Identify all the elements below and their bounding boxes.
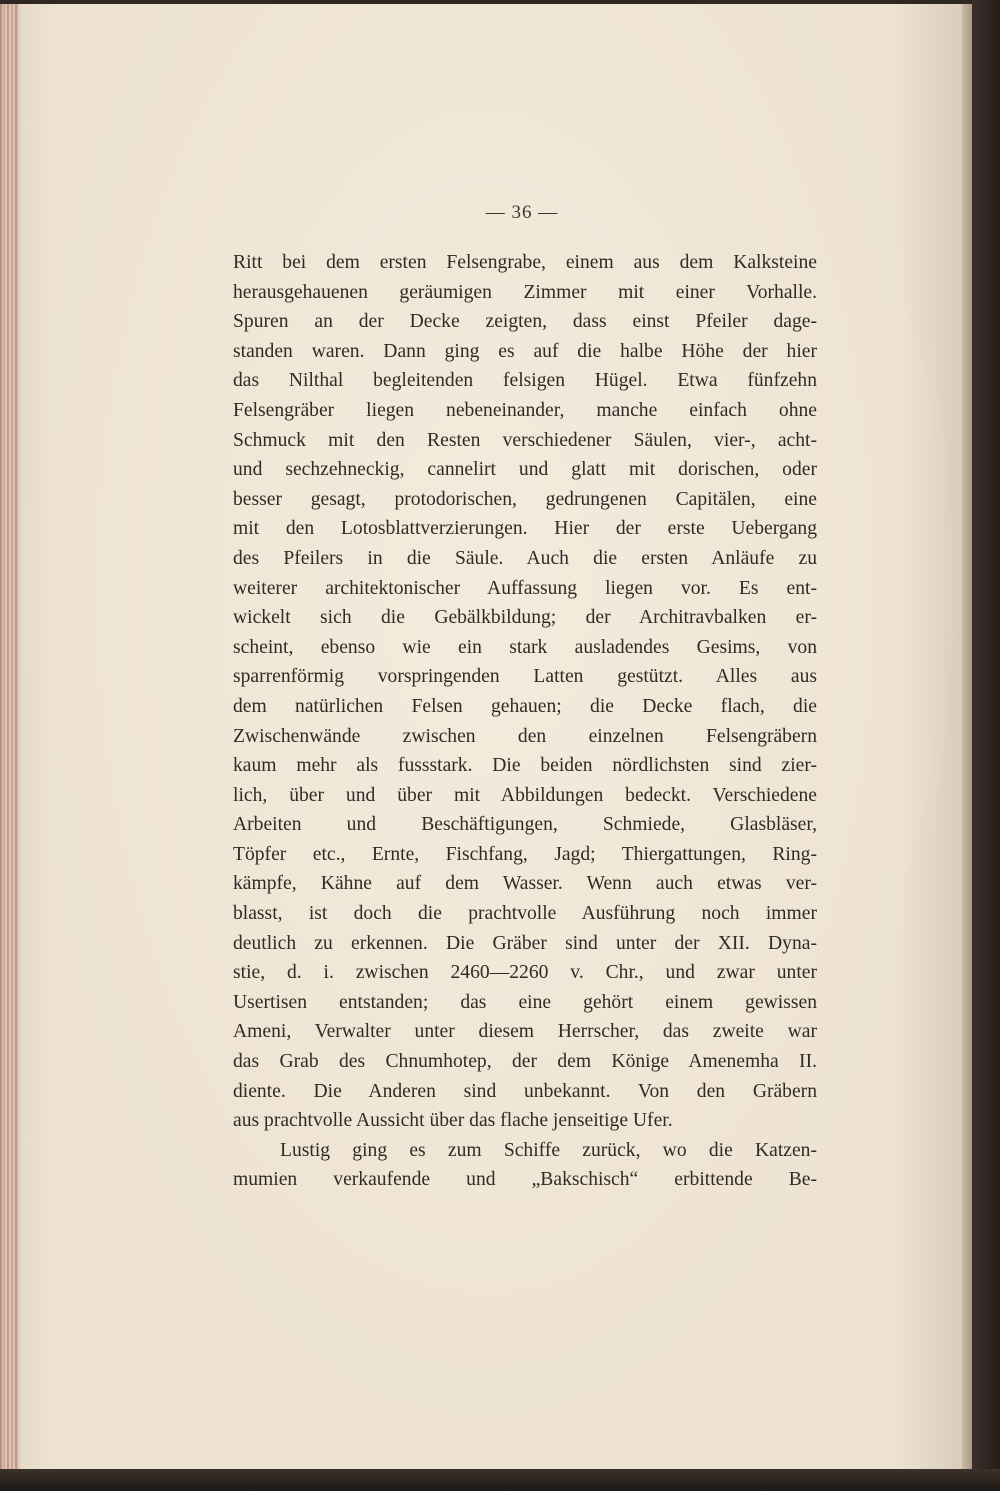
page-number: — 36 — [485,202,559,223]
text-line: sparrenförmig vorspringenden Latten gestützt. Alles aus [233,666,817,688]
paragraph-start-line: Lustig ging es zum Schiffe zurück, wo die Katzen- [280,1139,817,1161]
text-line: standen waren. Dann ging es auf die halbe Höhe der hier [233,340,817,362]
text-line: Ameni, Verwalter unter diesem Herrscher, das zweite war [233,1021,817,1043]
text-line: stie, d. i. zwischen 2460—2260 v. Chr., und zwar unter [233,962,817,984]
body-text [233,248,817,1195]
text-line: Arbeiten und Beschäftigungen, Schmiede, Glasbläser, [233,814,817,836]
text-line: diente. Die Anderen sind unbekannt. Von den Gräbern [233,1080,817,1102]
text-line: lich, über und über mit Abbildungen bedeckt. Verschiedene [233,784,817,806]
text-line: das Nilthal begleitenden felsigen Hügel. Etwa fünfzehn [233,370,817,392]
text-line: wickelt sich die Gebälkbildung; der Architravbalken er- [233,607,817,629]
text-line: und sechzehneckig, cannelirt und glatt mit dorischen, oder [233,459,817,481]
text-line: des Pfeilers in die Säule. Auch die ersten Anläufe zu [233,547,817,569]
text-line: scheint, ebenso wie ein stark ausladendes Gesims, von [233,636,817,658]
text-line: Ritt bei dem ersten Felsengrabe, einem aus dem Kalksteine [233,252,817,273]
text-line: Usertisen entstanden; das eine gehört einem gewissen [233,991,817,1013]
text-line: deutlich zu erkennen. Die Gräber sind unter der XII. Dyna- [233,932,817,954]
text-line: Spuren an der Decke zeigten, dass einst Pfeiler dage- [233,311,817,333]
text-line: kämpfe, Kähne auf dem Wasser. Wenn auch etwas ver- [233,873,817,895]
text-line: weiterer architektonischer Auffassung liegen vor. Es ent- [233,577,817,599]
text-line: blasst, ist doch die prachtvolle Ausführung noch immer [233,903,817,925]
text-line: mit den Lotosblattverzierungen. Hier der erste Uebergang [233,518,817,540]
text-line: Töpfer etc., Ernte, Fischfang, Jagd; Thiergattungen, Ring- [233,843,817,865]
text-line: das Grab des Chnumhotep, der dem Könige Amenemha II. [233,1051,817,1073]
text-line: herausgehauenen geräumigen Zimmer mit einer Vorhalle. [233,281,817,303]
text-line: Zwischenwände zwischen den einzelnen Felsengräbern [233,725,817,747]
cover-edge-bottom [0,1469,1000,1491]
text-line: dem natürlichen Felsen gehauen; die Decke flach, die [233,695,817,717]
text-line: mumien verkaufende und „Bakschisch“ erbittende Be- [233,1169,817,1191]
paragraph-end-line: aus prachtvolle Aussicht über das flache jenseitige Ufer. [233,1110,673,1132]
cover-edge-right [972,0,1000,1491]
text-line: kaum mehr als fussstark. Die beiden nördlichsten sind zier- [233,755,817,777]
text-line: Schmuck mit den Resten verschiedener Säulen, vier-, acht- [233,429,817,451]
text-line: Felsengräber liegen nebeneinander, manche einfach ohne [233,399,817,421]
book-page [0,4,972,1469]
text-line: besser gesagt, protodorischen, gedrungenen Capitälen, eine [233,488,817,510]
